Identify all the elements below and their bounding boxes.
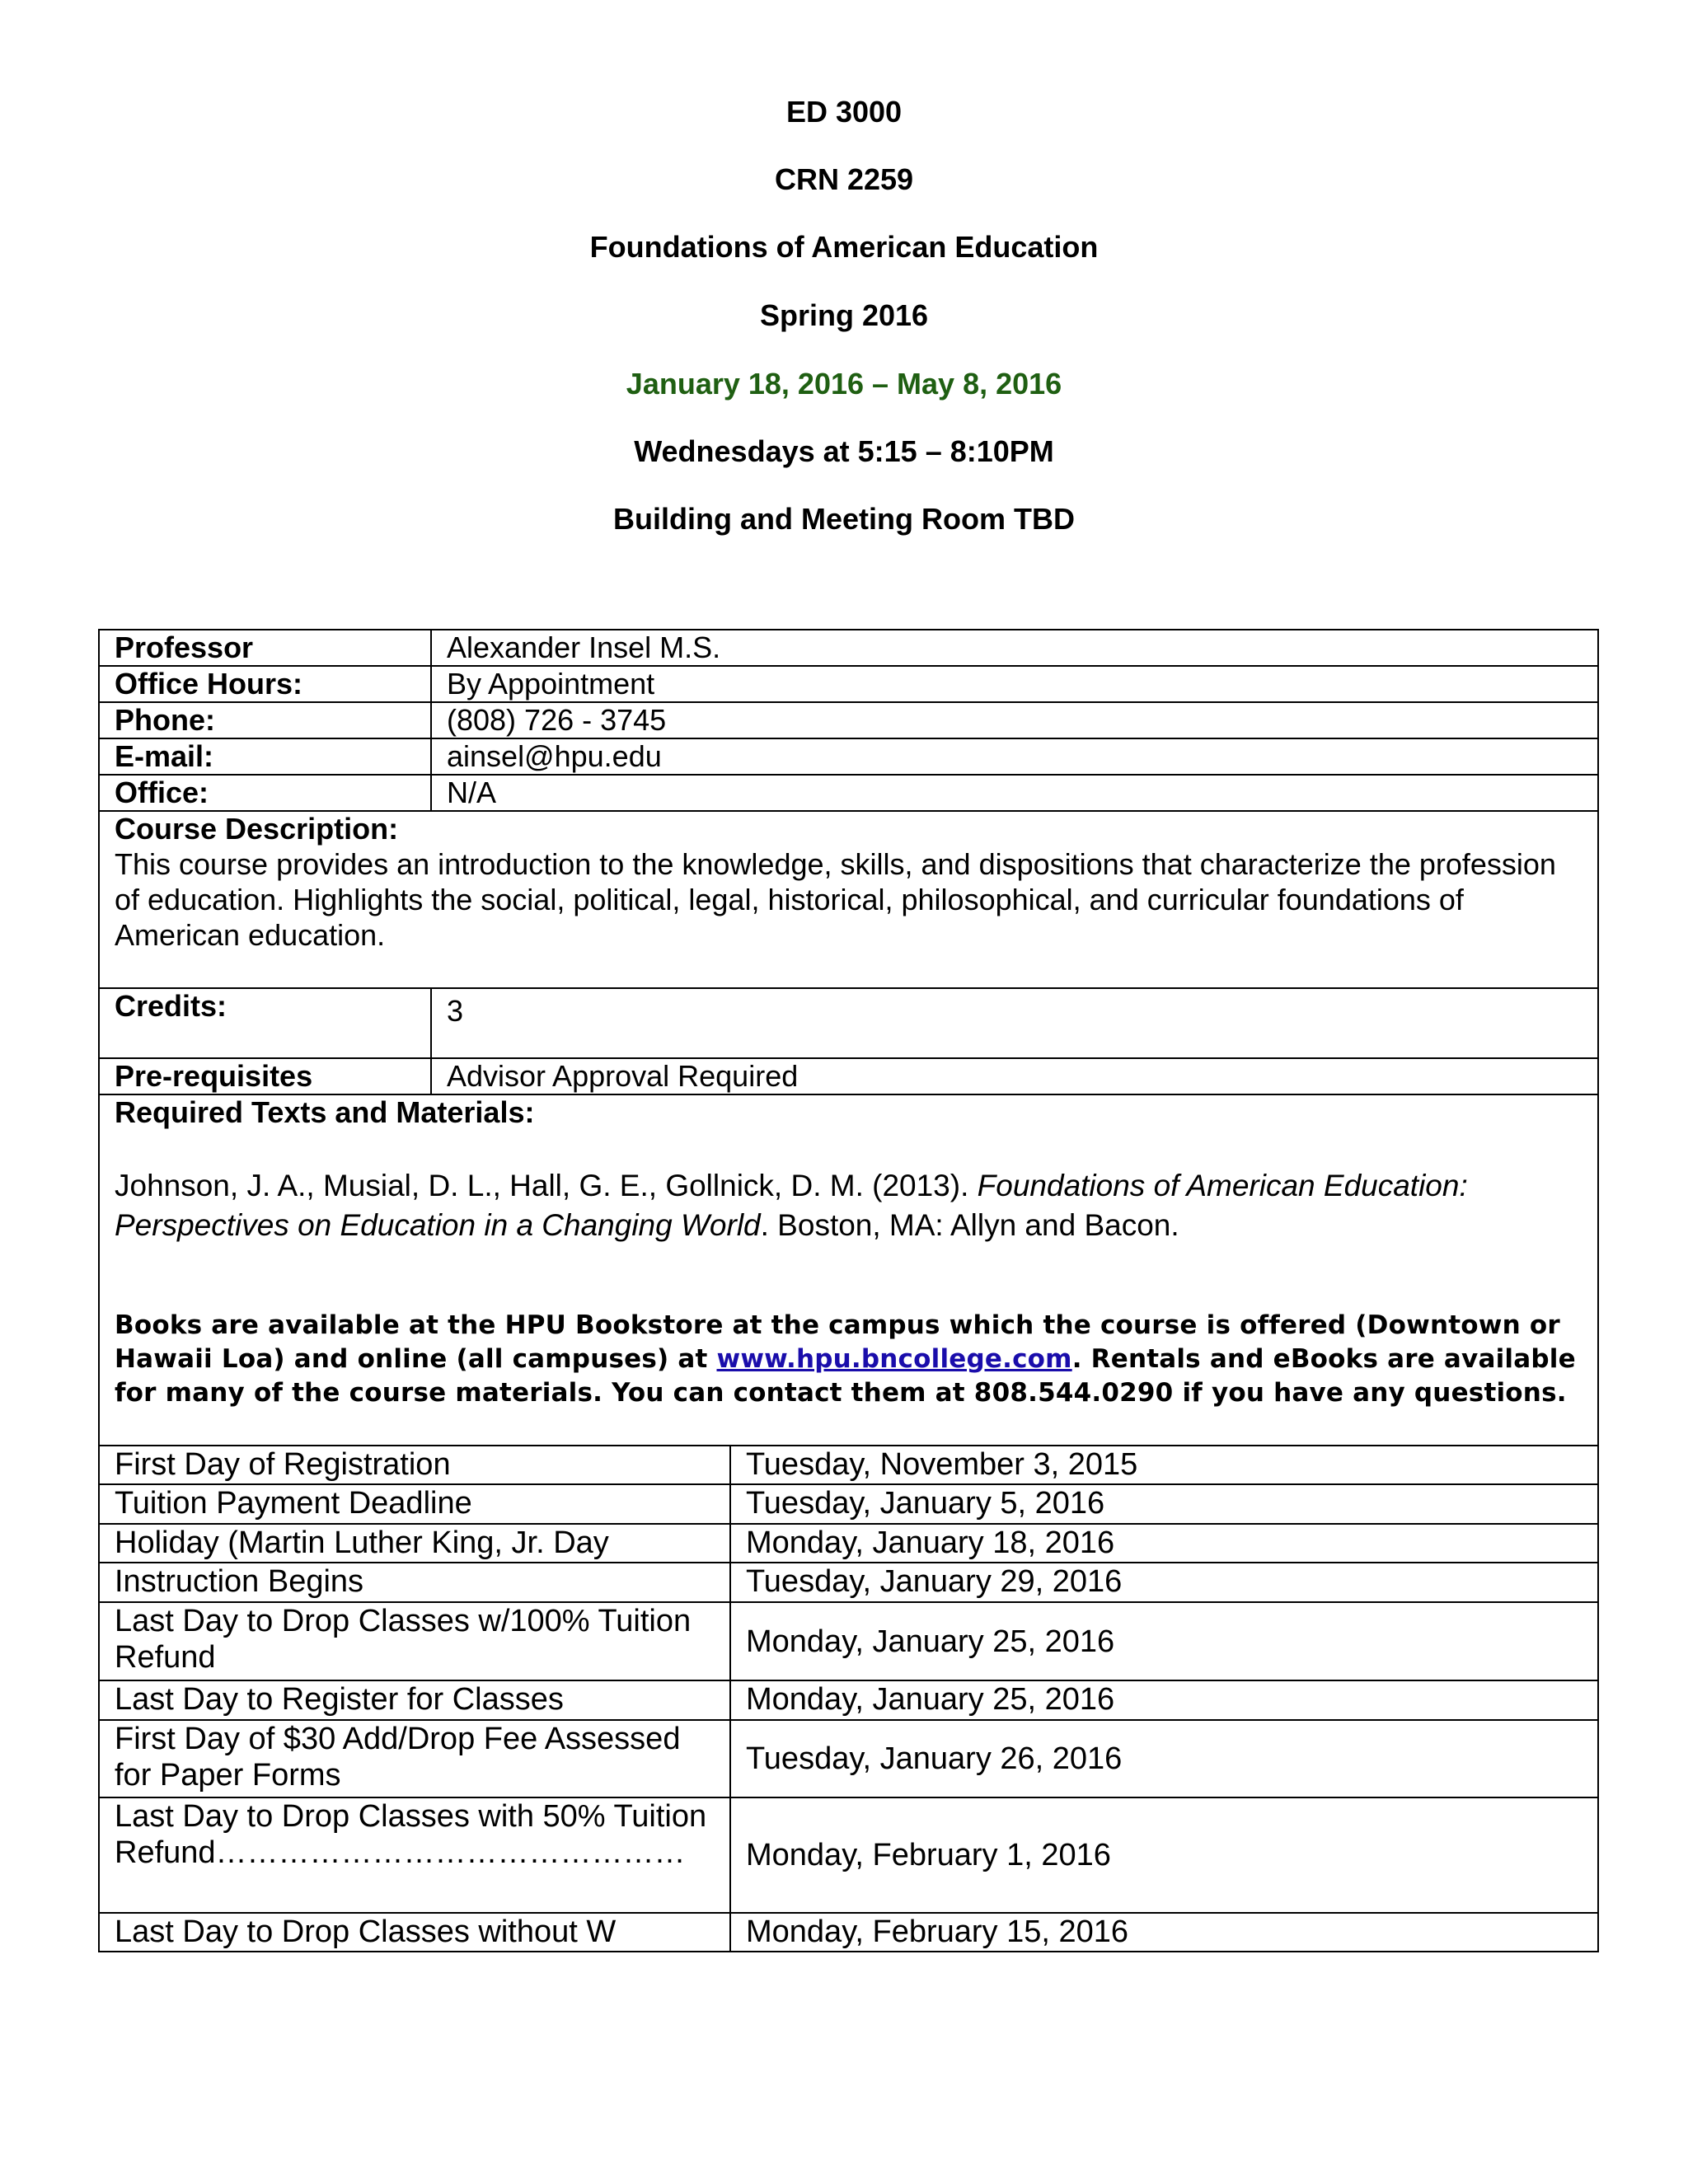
bookstore-notice bbox=[115, 1309, 1582, 1410]
info-row-email bbox=[99, 738, 1598, 775]
info-row-office-hours bbox=[99, 666, 1598, 702]
credits-label: Credits: bbox=[99, 988, 431, 1058]
date-event: First Day of Registration bbox=[99, 1446, 730, 1484]
info-row-professor bbox=[99, 630, 1598, 666]
citation-publisher: . Boston, MA: Allyn and Bacon. bbox=[760, 1208, 1179, 1242]
date-row bbox=[99, 1797, 1598, 1913]
office-hours-label: Office Hours: bbox=[99, 666, 431, 702]
course-crn: CRN 2259 bbox=[774, 162, 914, 196]
date-value: Monday, February 1, 2016 bbox=[730, 1797, 1598, 1913]
course-location: Building and Meeting Room TBD bbox=[613, 502, 1075, 536]
date-value: Tuesday, January 29, 2016 bbox=[730, 1563, 1598, 1602]
prereq-label: Pre-requisites bbox=[99, 1058, 431, 1094]
citation-title: Foundations of American Education: Perspectives on Education in a Changing World bbox=[115, 1169, 1468, 1242]
date-event: Last Day to Drop Classes with 50% Tuition Refund……………………………………… bbox=[99, 1797, 730, 1913]
info-row-texts bbox=[99, 1094, 1598, 1446]
phone-value: (808) 726 - 3745 bbox=[431, 702, 1598, 738]
date-row bbox=[99, 1524, 1598, 1563]
office-hours-value: By Appointment bbox=[431, 666, 1598, 702]
date-value: Tuesday, January 26, 2016 bbox=[730, 1720, 1598, 1797]
date-value: Tuesday, November 3, 2015 bbox=[730, 1446, 1598, 1484]
citation-authors: Johnson, J. A., Musial, D. L., Hall, G. E., Gollnick, D. M. (2013). bbox=[115, 1169, 969, 1202]
info-row-office bbox=[99, 775, 1598, 811]
required-texts-label: Required Texts and Materials: bbox=[115, 1095, 535, 1129]
date-event: Last Day to Drop Classes w/100% Tuition Refund bbox=[99, 1602, 730, 1680]
course-description-text: This course provides an introduction to the knowledge, skills, and dispositions that characterize the profession of education. Highlights the social, political, legal, historical, philosophical, and curricular foundations of American education. bbox=[115, 847, 1556, 952]
date-row bbox=[99, 1484, 1598, 1524]
course-description-label: Course Description: bbox=[115, 812, 399, 846]
date-value: Tuesday, January 5, 2016 bbox=[730, 1484, 1598, 1524]
bookstore-link[interactable]: www.hpu.bncollege.com bbox=[716, 1344, 1072, 1374]
professor-value: Alexander Insel M.S. bbox=[431, 630, 1598, 666]
course-schedule: Wednesdays at 5:15 – 8:10PM bbox=[634, 434, 1054, 468]
date-event: Tuition Payment Deadline bbox=[99, 1484, 730, 1524]
date-value: Monday, January 18, 2016 bbox=[730, 1524, 1598, 1563]
info-row-credits bbox=[99, 988, 1598, 1058]
office-value: N/A bbox=[431, 775, 1598, 811]
office-label: Office: bbox=[99, 775, 431, 811]
email-value: ainsel@hpu.edu bbox=[431, 738, 1598, 775]
credits-value: 3 bbox=[431, 988, 1598, 1058]
date-row bbox=[99, 1602, 1598, 1680]
date-row bbox=[99, 1446, 1598, 1484]
professor-label: Professor bbox=[99, 630, 431, 666]
required-texts-cell bbox=[99, 1094, 1598, 1446]
date-row bbox=[99, 1680, 1598, 1720]
date-event: Last Day to Register for Classes bbox=[99, 1680, 730, 1720]
date-row bbox=[99, 1563, 1598, 1602]
academic-dates-table bbox=[98, 1445, 1599, 1952]
textbook-citation bbox=[115, 1166, 1582, 1245]
course-description-cell bbox=[99, 811, 1598, 988]
bookstore-notice-before: Books are available at the HPU Bookstore at the campus which the course is offered (Downtown or Hawaii Loa) and online (all campuses) at bbox=[115, 1310, 1560, 1374]
info-row-description bbox=[99, 811, 1598, 988]
date-event: Last Day to Drop Classes without W bbox=[99, 1913, 730, 1952]
course-code: ED 3000 bbox=[785, 95, 903, 129]
date-value: Monday, February 15, 2016 bbox=[730, 1913, 1598, 1952]
info-row-prereq bbox=[99, 1058, 1598, 1094]
phone-label: Phone: bbox=[99, 702, 431, 738]
bookstore-notice-after: . Rentals and eBooks are available for many of the course materials. You can contact them at 808.544.0290 if you have any questions. bbox=[115, 1344, 1576, 1408]
date-value: Monday, January 25, 2016 bbox=[730, 1602, 1598, 1680]
course-title: Foundations of American Education bbox=[589, 230, 1099, 264]
date-row bbox=[99, 1913, 1598, 1952]
date-event: Instruction Begins bbox=[99, 1563, 730, 1602]
date-event: Holiday (Martin Luther King, Jr. Day bbox=[99, 1524, 730, 1563]
course-info-table bbox=[98, 629, 1599, 1446]
date-value: Monday, January 25, 2016 bbox=[730, 1680, 1598, 1720]
date-event: First Day of $30 Add/Drop Fee Assessed for Paper Forms bbox=[99, 1720, 730, 1797]
course-dates: January 18, 2016 – May 8, 2016 bbox=[626, 367, 1062, 401]
date-row bbox=[99, 1720, 1598, 1797]
prereq-value: Advisor Approval Required bbox=[431, 1058, 1598, 1094]
email-label: E-mail: bbox=[99, 738, 431, 775]
course-term: Spring 2016 bbox=[759, 298, 929, 332]
info-row-phone bbox=[99, 702, 1598, 738]
